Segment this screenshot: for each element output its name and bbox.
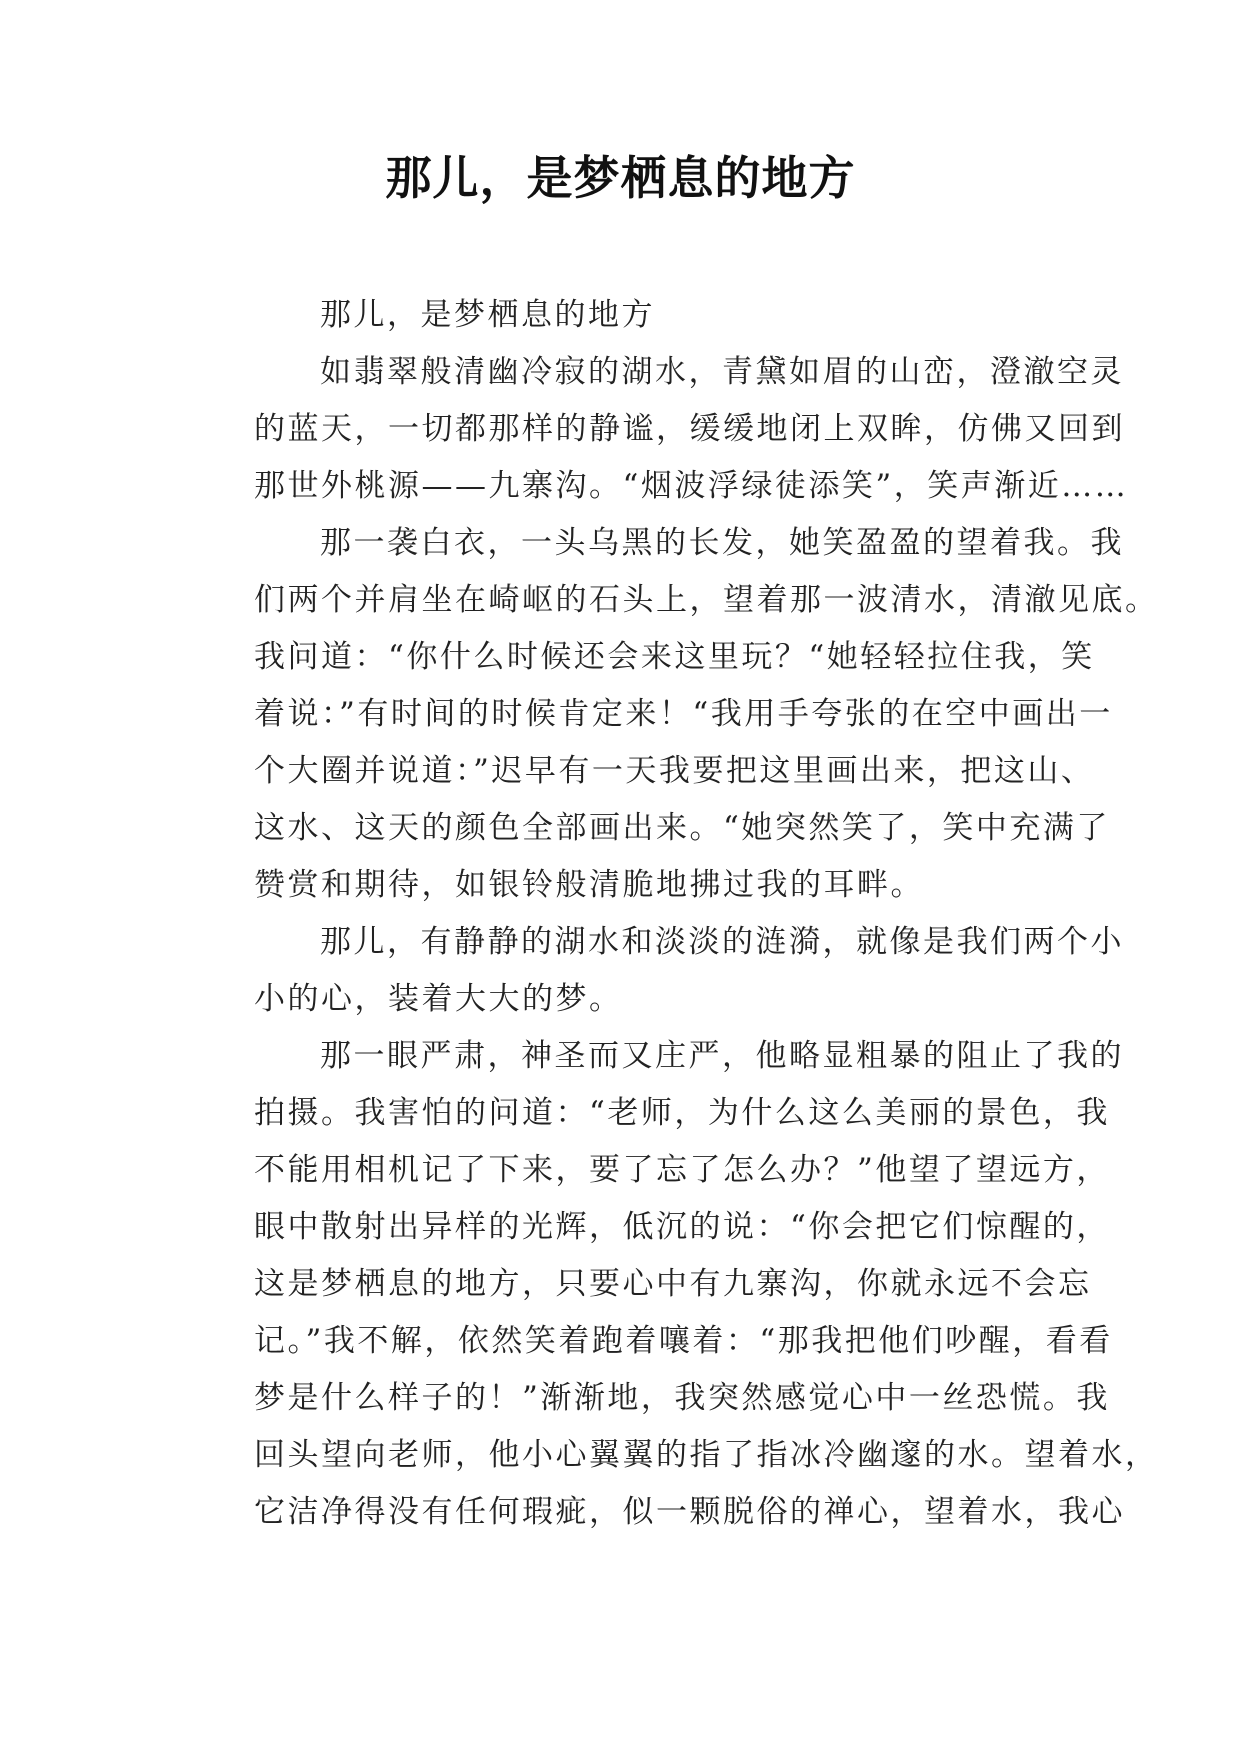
text-line: 眼中散射出异样的光辉，低沉的说：“你会把它们惊醒的，	[254, 1209, 1110, 1245]
paragraph	[192, 1028, 1159, 1541]
text-line: 赞赏和期待，如银铃般清脆地拂过我的耳畔。	[254, 867, 924, 903]
text-line: 那世外桃源——九寨沟。“烟波浮绿徒添笑”，笑声渐近……	[254, 468, 1129, 504]
text-line: 拍摄。我害怕的问道：“老师，为什么这么美丽的景色，我	[254, 1095, 1110, 1131]
paragraph	[192, 344, 1129, 515]
paragraph	[192, 515, 1159, 914]
text-line: 它洁净得没有任何瑕疵，似一颗脱俗的禅心，望着水，我心	[254, 1494, 1125, 1530]
text-line: 梦是什么样子的！”渐渐地，我突然感觉心中一丝恐慌。我	[254, 1380, 1110, 1416]
text-line: 那儿，有静静的湖水和淡淡的涟漪，就像是我们两个小	[320, 924, 1124, 960]
document-body	[192, 287, 1159, 1541]
text-line: 着说：”有时间的时候肯定来！“我用手夸张的在空中画出一	[254, 696, 1113, 732]
text-line: 这水、这天的颜色全部画出来。“她突然笑了，笑中充满了	[254, 810, 1110, 846]
text-line: 这是梦栖息的地方，只要心中有九寨沟，你就永远不会忘	[254, 1266, 1092, 1302]
text-line: 那一袭白衣，一头乌黑的长发，她笑盈盈的望着我。我	[320, 525, 1124, 561]
text-line: 个大圈并说道：”迟早有一天我要把这里画出来，把这山、	[254, 753, 1095, 789]
text-line: 小的心，装着大大的梦。	[254, 981, 623, 1017]
text-line: 不能用相机记了下来，要了忘了怎么办？”他望了望远方，	[254, 1152, 1110, 1188]
text-line: 记。”我不解，依然笑着跑着嚷着：“那我把他们吵醒，看看	[254, 1323, 1113, 1359]
text-line: 我问道：“你什么时候还会来这里玩？“她轻轻拉住我，笑	[254, 639, 1095, 675]
text-line: 如翡翠般清幽冷寂的湖水，青黛如眉的山峦，澄澈空灵	[320, 354, 1124, 390]
paragraph	[192, 914, 1124, 1028]
text-line: 们两个并肩坐在崎岖的石头上，望着那一波清水，清澈见底。	[254, 582, 1159, 618]
text-line: 那儿，是梦栖息的地方	[320, 297, 655, 333]
paragraph	[192, 287, 1052, 344]
text-line: 的蓝天，一切都那样的静谧，缓缓地闭上双眸，仿佛又回到	[254, 411, 1125, 447]
text-line: 回头望向老师，他小心翼翼的指了指冰冷幽邃的水。望着水，	[254, 1437, 1159, 1473]
text-line: 那一眼严肃，神圣而又庄严，他略显粗暴的阻止了我的	[320, 1038, 1124, 1074]
document-title: 那儿，是梦栖息的地方	[385, 151, 856, 205]
